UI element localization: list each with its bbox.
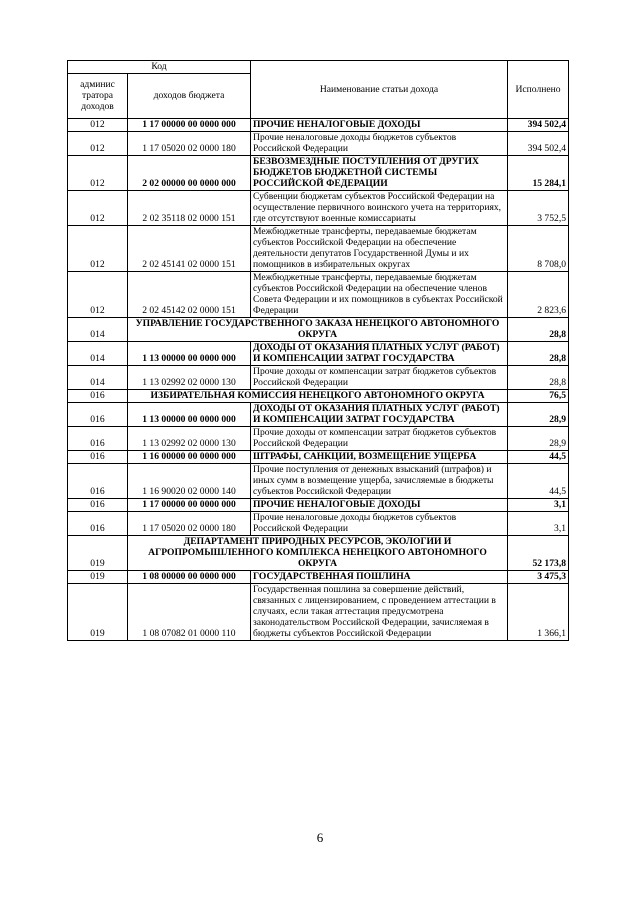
table-row [68,156,569,191]
executed-value-cell: 28,9 [508,427,569,451]
header-budget-income: доходов бюджета [128,74,251,119]
income-name-cell: Государственная пошлина за совершение действий, связанных с лицензированием, с проведением аттестации в случаях, если такая аттестация предусмотрена законодательством Российской Федерации, зачисляемая в бюджеты субъектов Российской Федерации [251,584,508,641]
table-header-row-1 [68,61,569,74]
administrator-code-cell: 014 [68,318,128,342]
income-name-cell: Прочие неналоговые доходы бюджетов субъектов Российской Федерации [251,132,508,156]
table-row [68,571,569,584]
administrator-code-cell: 016 [68,451,128,464]
budget-code-cell: 1 17 05020 02 0000 180 [128,132,251,156]
table-row [68,272,569,318]
budget-code-cell: 2 02 45141 02 0000 151 [128,226,251,272]
administrator-code-cell: 016 [68,464,128,499]
executed-value-cell: 76,5 [508,390,569,403]
administrator-code-cell: 016 [68,427,128,451]
income-name-cell: Прочие поступления от денежных взысканий (штрафов) и иных сумм в возмещение ущерба, зачисляемые в бюджеты субъектов Российской Федерации [251,464,508,499]
income-name-cell: ШТРАФЫ, САНКЦИИ, ВОЗМЕЩЕНИЕ УЩЕРБА [251,451,508,464]
table-row [68,451,569,464]
administrator-code-cell: 012 [68,226,128,272]
budget-code-cell: 1 17 00000 00 0000 000 [128,499,251,512]
budget-code-cell: 2 02 00000 00 0000 000 [128,156,251,191]
administrator-code-cell: 012 [68,156,128,191]
income-name-cell: ДОХОДЫ ОТ ОКАЗАНИЯ ПЛАТНЫХ УСЛУГ (РАБОТ) И КОМПЕНСАЦИИ ЗАТРАТ ГОСУДАРСТВА [251,403,508,427]
executed-value-cell: 28,8 [508,342,569,366]
budget-code-cell: 2 02 45142 02 0000 151 [128,272,251,318]
executed-value-cell: 3 475,3 [508,571,569,584]
income-name-cell: ПРОЧИЕ НЕНАЛОГОВЫЕ ДОХОДЫ [251,119,508,132]
executed-value-cell: 3,1 [508,499,569,512]
income-name-cell: Прочие доходы от компенсации затрат бюджетов субъектов Российской Федерации [251,427,508,451]
executed-value-cell: 28,9 [508,403,569,427]
executed-value-cell: 1 366,1 [508,584,569,641]
executed-value-cell: 44,5 [508,464,569,499]
administrator-code-cell: 016 [68,390,128,403]
executed-value-cell: 8 708,0 [508,226,569,272]
budget-code-cell: 1 08 07082 01 0000 110 [128,584,251,641]
budget-code-cell: 1 13 00000 00 0000 000 [128,342,251,366]
table-row [68,427,569,451]
administrator-code-cell: 012 [68,119,128,132]
table-row [68,119,569,132]
table-row [68,403,569,427]
header-executed: Исполнено [508,61,569,119]
administrator-code-cell: 019 [68,571,128,584]
administrator-code-cell: 016 [68,512,128,536]
income-name-cell: ПРОЧИЕ НЕНАЛОГОВЫЕ ДОХОДЫ [251,499,508,512]
income-name-cell: Прочие доходы от компенсации затрат бюджетов субъектов Российской Федерации [251,366,508,390]
executed-value-cell: 44,5 [508,451,569,464]
budget-code-cell: 1 16 00000 00 0000 000 [128,451,251,464]
table-row [68,226,569,272]
header-name: Наименование статьи дохода [251,61,508,119]
budget-code-cell: 1 13 02992 02 0000 130 [128,366,251,390]
income-name-cell: БЕЗВОЗМЕЗДНЫЕ ПОСТУПЛЕНИЯ ОТ ДРУГИХ БЮДЖЕТОВ БЮДЖЕТНОЙ СИСТЕМЫ РОССИЙСКОЙ ФЕДЕРАЦИИ [251,156,508,191]
administrator-code-cell: 014 [68,342,128,366]
revenue-table [67,60,569,641]
administrator-code-cell: 019 [68,584,128,641]
section-title-cell: ИЗБИРАТЕЛЬНАЯ КОМИССИЯ НЕНЕЦКОГО АВТОНОМНОГО ОКРУГА [128,390,508,403]
table-row [68,512,569,536]
section-row [68,390,569,403]
page-number: 6 [316,830,324,845]
income-name-cell: ДОХОДЫ ОТ ОКАЗАНИЯ ПЛАТНЫХ УСЛУГ (РАБОТ) И КОМПЕНСАЦИИ ЗАТРАТ ГОСУДАРСТВА [251,342,508,366]
budget-code-cell: 1 16 90020 02 0000 140 [128,464,251,499]
budget-code-cell: 1 17 05020 02 0000 180 [128,512,251,536]
administrator-code-cell: 019 [68,536,128,571]
budget-code-cell: 1 08 00000 00 0000 000 [128,571,251,584]
table-row [68,366,569,390]
executed-value-cell: 28,8 [508,366,569,390]
budget-code-cell: 1 13 02992 02 0000 130 [128,427,251,451]
administrator-code-cell: 012 [68,132,128,156]
executed-value-cell: 394 502,4 [508,132,569,156]
table-row [68,342,569,366]
section-title-cell: ДЕПАРТАМЕНТ ПРИРОДНЫХ РЕСУРСОВ, ЭКОЛОГИИ И АГРОПРОМЫШЛЕННОГО КОМПЛЕКСА НЕНЕЦКОГО АВТОНОМНОГО ОКРУГА [128,536,508,571]
table-row [68,132,569,156]
section-title-cell: УПРАВЛЕНИЕ ГОСУДАРСТВЕННОГО ЗАКАЗА НЕНЕЦКОГО АВТОНОМНОГО ОКРУГА [128,318,508,342]
administrator-code-cell: 012 [68,191,128,226]
executed-value-cell: 15 284,1 [508,156,569,191]
income-name-cell: Межбюджетные трансферты, передаваемые бюджетам субъектов Российской Федерации на обеспечение членов Совета Федерации и их помощников в субъектах Российской Федерации [251,272,508,318]
executed-value-cell: 394 502,4 [508,119,569,132]
header-administrator: админис тратора доходов [68,74,128,119]
administrator-code-cell: 014 [68,366,128,390]
income-name-cell: Субвенции бюджетам субъектов Российской Федерации на осуществление первичного воинского учета на территориях, где отсутствуют военные комиссариаты [251,191,508,226]
administrator-code-cell: 012 [68,272,128,318]
header-kod: Код [68,61,251,74]
executed-value-cell: 3,1 [508,512,569,536]
table-row [68,499,569,512]
executed-value-cell: 3 752,5 [508,191,569,226]
section-row [68,536,569,571]
budget-code-cell: 1 13 00000 00 0000 000 [128,403,251,427]
budget-code-cell: 2 02 35118 02 0000 151 [128,191,251,226]
income-name-cell: Межбюджетные трансферты, передаваемые бюджетам субъектов Российской Федерации на обеспечение деятельности депутатов Государственной Думы и их помощников в избирательных округах [251,226,508,272]
income-name-cell: ГОСУДАРСТВЕННАЯ ПОШЛИНА [251,571,508,584]
table-row [68,191,569,226]
table-row [68,584,569,641]
budget-code-cell: 1 17 00000 00 0000 000 [128,119,251,132]
executed-value-cell: 52 173,8 [508,536,569,571]
income-name-cell: Прочие неналоговые доходы бюджетов субъектов Российской Федерации [251,512,508,536]
administrator-code-cell: 016 [68,499,128,512]
executed-value-cell: 2 823,6 [508,272,569,318]
administrator-code-cell: 016 [68,403,128,427]
section-row [68,318,569,342]
executed-value-cell: 28,8 [508,318,569,342]
table-row [68,464,569,499]
